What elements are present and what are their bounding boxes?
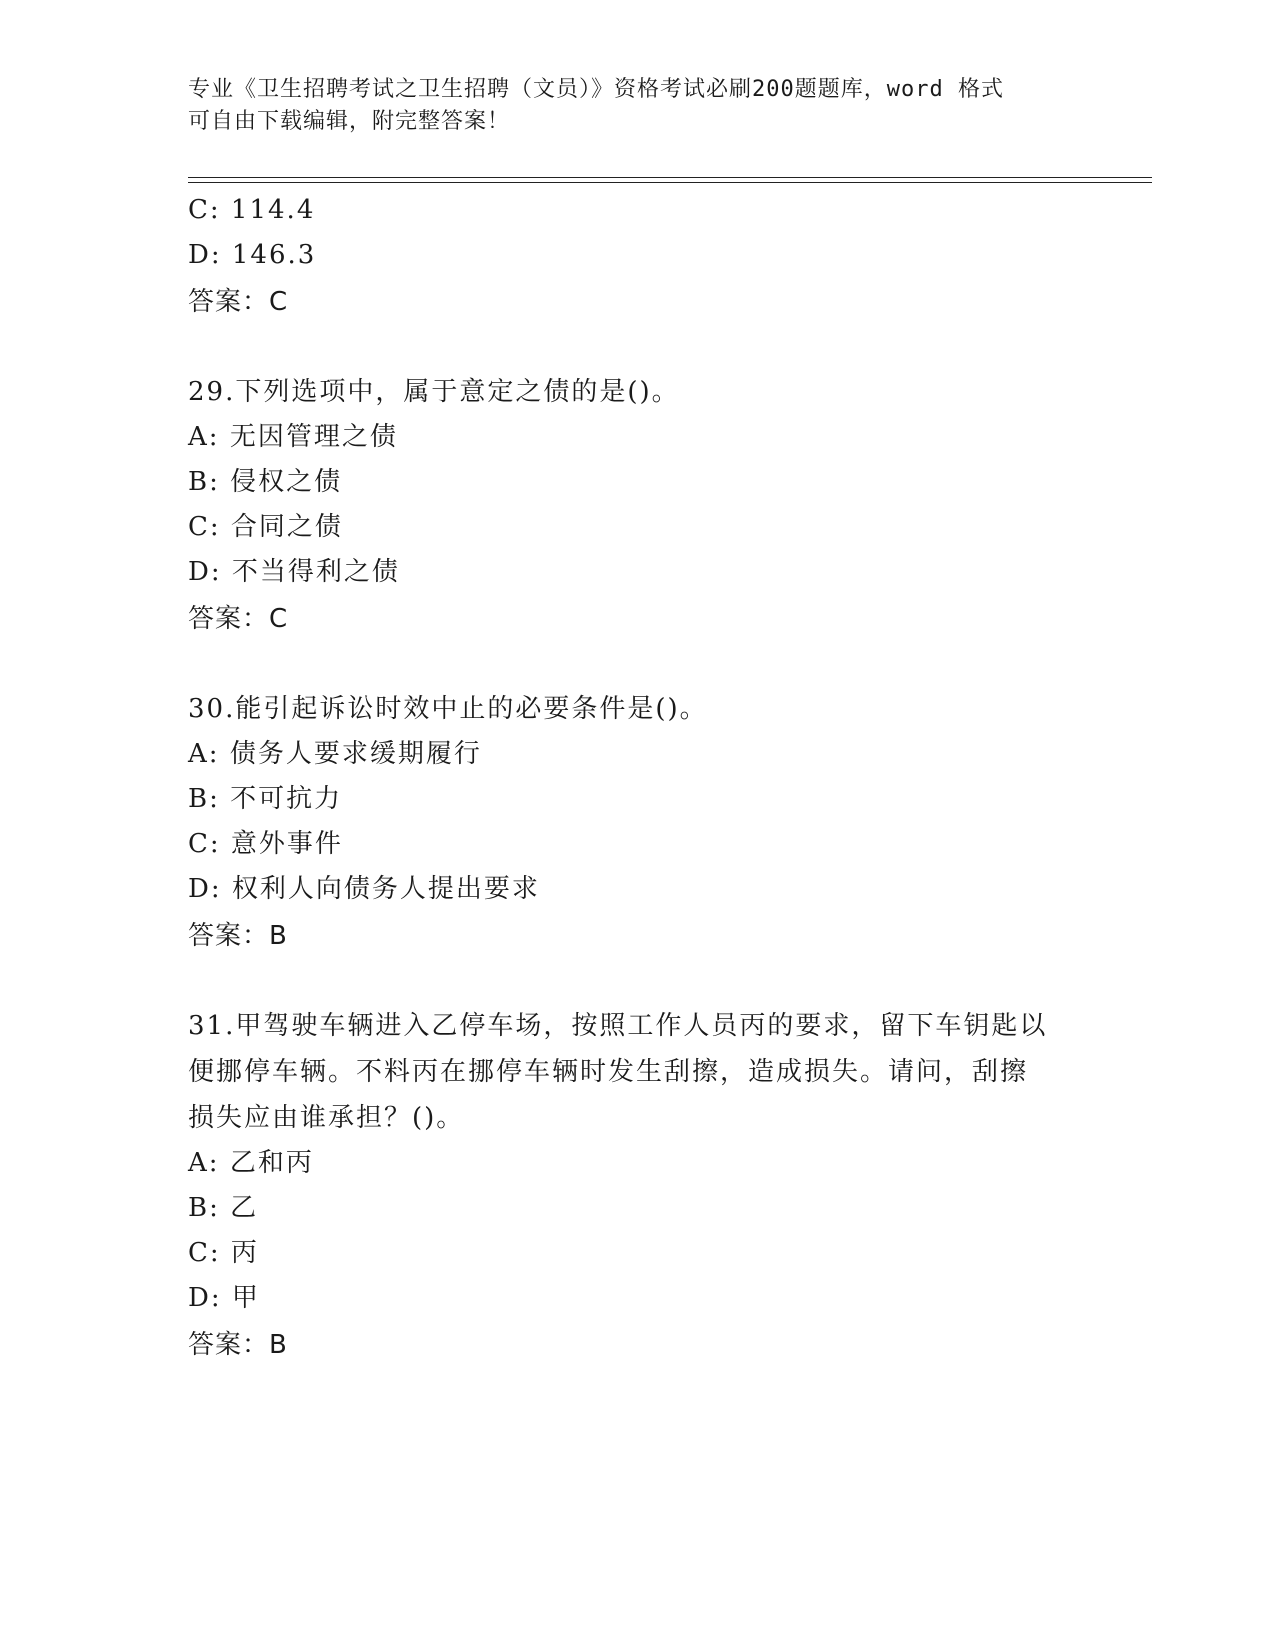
option-d [188,867,1088,912]
option-c [188,822,1088,867]
answer-line: 答案：B [188,921,288,951]
answer-line: 答案：C [188,604,289,634]
option-c [188,505,1088,550]
question-stem [188,1003,1068,1141]
option-d [188,233,1088,278]
option-b [188,460,1088,505]
option-text: 意外事件 [230,829,343,859]
header-line-1: 专业《卫生招聘考试之卫生招聘（文员）》资格考试必刷200题题库，word 格式 [188,77,1004,102]
option-text: 权利人向债务人提出要求 [231,874,540,904]
option-c [188,188,1088,233]
question-stem-line: 便挪停车辆。不料丙在挪停车辆时发生刮擦，造成损失。请问，刮擦 [188,1057,1029,1087]
option-label: A: [188,422,220,452]
option-label: C: [188,512,221,542]
option-label: B: [188,1193,220,1223]
question-29 [188,369,1088,643]
answer-line: 答案：C [188,287,289,317]
option-label: B: [188,784,220,814]
option-b [188,1186,1088,1231]
header-divider-bottom [188,182,1152,183]
question-content [188,188,1088,1369]
question-30 [188,686,1088,960]
question-stem-line: 损失应由谁承担？()。 [188,1103,465,1133]
option-text: 甲 [231,1283,260,1313]
option-label: D: [188,874,222,904]
option-text: 侵权之债 [230,467,343,497]
previous-question-tail [188,188,1088,326]
option-text: 乙和丙 [229,1148,314,1178]
option-a [188,1141,1088,1186]
option-text: 丙 [230,1238,259,1268]
option-text: 乙 [230,1193,259,1223]
option-label: D: [188,240,222,270]
option-text: 债务人要求缓期履行 [229,739,482,769]
question-stem-line: 29.下列选项中，属于意定之债的是()。 [188,377,680,407]
option-b [188,777,1088,822]
option-label: B: [188,467,220,497]
question-31 [188,1003,1088,1369]
question-stem-line: 30.能引起诉讼时效中止的必要条件是()。 [188,694,708,724]
option-d [188,550,1088,595]
option-text: 不当得利之债 [231,557,400,587]
option-a [188,415,1088,460]
option-text: 合同之债 [230,512,343,542]
option-c [188,1231,1088,1276]
option-label: D: [188,557,222,587]
question-stem-line: 31.甲驾驶车辆进入乙停车场，按照工作人员丙的要求，留下车钥匙以 [188,1011,1048,1041]
answer-line: 答案：B [188,1330,288,1360]
option-label: C: [188,195,221,225]
header-divider-top [188,177,1152,178]
question-stem [188,369,1068,415]
option-text: 不可抗力 [230,784,343,814]
option-a [188,732,1088,777]
document-header [188,74,1088,138]
option-label: C: [188,1238,221,1268]
option-label: A: [188,1148,220,1178]
option-label: C: [188,829,221,859]
question-stem [188,686,1068,732]
option-label: D: [188,1283,222,1313]
option-label: A: [188,739,220,769]
option-text: 无因管理之债 [229,422,398,452]
header-line-2: 可自由下载编辑，附完整答案！ [188,109,511,134]
option-text: 146.3 [231,240,317,270]
option-text: 114.4 [230,195,316,225]
option-d [188,1276,1088,1321]
